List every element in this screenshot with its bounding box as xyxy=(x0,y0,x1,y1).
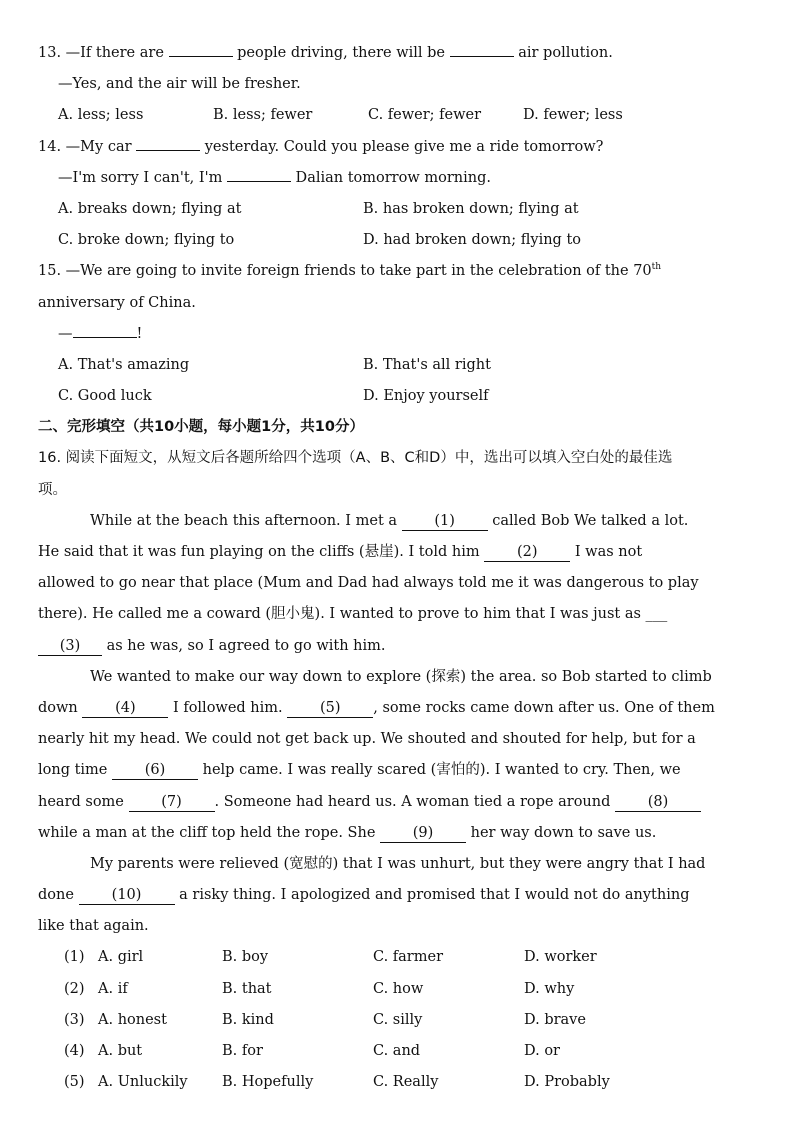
passage-text: I was not xyxy=(570,544,643,560)
passage-line: nearly hit my head. We could not get back up. We shouted and shouted for help, but for a xyxy=(38,731,696,748)
option-b: B. kind xyxy=(222,1011,274,1028)
option-b: B. That's all right xyxy=(363,356,491,373)
passage-line xyxy=(38,755,760,786)
option-number: (4) xyxy=(64,1043,85,1059)
cloze-option-row xyxy=(38,1005,760,1036)
instruction-line: 16. 阅读下面短文，从短文后各题所给四个选项（A、B、C和D）中，选出可以填入空白处的最佳选 xyxy=(38,450,673,467)
option-number: (2) xyxy=(64,980,85,997)
cloze-blank-9: (9) xyxy=(380,824,466,843)
passage-text: as he was, so I agreed to go with him. xyxy=(102,637,386,654)
passage-line: there). He called me a coward (胆小鬼). I wanted to prove to him that I was just as ___ xyxy=(38,606,668,623)
question-14-options-row1 xyxy=(38,194,760,225)
option-d: D. fewer; less xyxy=(523,107,623,124)
question-text: air pollution. xyxy=(513,45,613,61)
passage-line: like that again. xyxy=(38,918,149,935)
option-a: A. Unluckily xyxy=(98,1074,188,1091)
option-d: D. Enjoy yourself xyxy=(363,388,489,405)
cloze-option-row xyxy=(38,974,760,1005)
option-d: D. worker xyxy=(524,949,597,966)
superscript: th xyxy=(651,262,662,273)
option-a: A. if xyxy=(98,980,128,997)
passage-text: , some rocks came down after us. One of them xyxy=(373,699,715,716)
question-14-reply xyxy=(38,163,760,194)
question-15 xyxy=(38,256,760,287)
option-d: D. why xyxy=(524,980,575,997)
passage-text: I followed him. xyxy=(168,699,288,716)
cloze-blank-5: (5) xyxy=(287,699,373,718)
option-d: D. or xyxy=(524,1043,560,1059)
option-b: B. for xyxy=(222,1043,263,1059)
option-b: B. has broken down; flying at xyxy=(363,200,579,217)
question-text: people driving, there will be xyxy=(232,45,450,61)
passage-text: While at the beach this afternoon. I met a xyxy=(90,512,402,529)
question-text: 14. —My car xyxy=(38,138,137,155)
question-15-options-row2 xyxy=(38,381,760,412)
option-c: C. farmer xyxy=(373,949,444,966)
question-text: — xyxy=(58,325,73,342)
cloze-blank-4: (4) xyxy=(82,699,168,718)
question-text: —I'm sorry I can't, I'm xyxy=(58,169,227,186)
passage-text: He said that it was fun playing on the cliffs (悬崖). I told him xyxy=(38,544,485,560)
answer-blank xyxy=(227,163,291,182)
passage-text: . Someone had heard us. A woman tied a rope around xyxy=(214,793,615,810)
option-c: C. and xyxy=(373,1043,421,1059)
question-15-reply xyxy=(38,319,760,350)
passage-text: her way down to save us. xyxy=(466,824,657,841)
cloze-blank-10: (10) xyxy=(79,886,175,905)
answer-blank xyxy=(169,38,233,57)
option-d: D. Probably xyxy=(524,1074,610,1091)
option-number: (3) xyxy=(64,1011,85,1028)
section-heading: 二、完形填空（共10小题，每小题1分，共10分） xyxy=(38,419,364,436)
question-14-options-row2 xyxy=(38,225,760,256)
question-text: ! xyxy=(136,325,143,342)
question-13-reply: —Yes, and the air will be fresher. xyxy=(58,76,301,93)
option-b: B. that xyxy=(222,980,272,997)
question-13-options xyxy=(38,100,760,131)
option-b: B. Hopefully xyxy=(222,1074,314,1091)
question-13 xyxy=(38,38,760,69)
passage-line xyxy=(38,818,760,849)
option-a: A. That's amazing xyxy=(58,356,190,373)
option-a: A. honest xyxy=(98,1011,167,1028)
question-text: 15. —We are going to invite foreign friends to take part in the celebration of the 70 xyxy=(38,263,652,280)
option-b: B. boy xyxy=(222,949,269,966)
passage-text: a risky thing. I apologized and promised that I would not do anything xyxy=(174,887,690,904)
passage-line xyxy=(38,506,760,537)
passage-line xyxy=(38,880,760,911)
cloze-option-row xyxy=(38,1067,760,1098)
answer-blank xyxy=(73,319,137,338)
option-a: A. girl xyxy=(98,949,144,966)
cloze-blank-3: (3) xyxy=(38,637,102,656)
cloze-blank-6: (6) xyxy=(112,761,198,780)
option-d: D. brave xyxy=(524,1011,586,1028)
answer-blank xyxy=(450,38,514,57)
question-text: Dalian tomorrow morning. xyxy=(290,169,491,186)
passage-text: down xyxy=(38,699,83,716)
exam-page xyxy=(38,38,760,1098)
question-15-cont: anniversary of China. xyxy=(38,294,196,311)
passage-text: heard some xyxy=(38,793,129,810)
passage-line xyxy=(38,787,760,818)
cloze-option-row xyxy=(38,942,760,973)
question-text: 13. —If there are xyxy=(38,45,169,61)
option-b: B. less; fewer xyxy=(213,107,313,124)
question-15-options-row1 xyxy=(38,350,760,381)
option-c: C. how xyxy=(373,980,424,997)
answer-blank xyxy=(136,132,200,151)
passage-text: help came. I was really scared (害怕的). I wanted to cry. Then, we xyxy=(198,762,681,779)
question-text: yesterday. Could you please give me a ride tomorrow? xyxy=(200,138,604,155)
passage-text: while a man at the cliff top held the rope. She xyxy=(38,824,381,841)
option-d: D. had broken down; flying to xyxy=(363,232,582,249)
cloze-option-row xyxy=(38,1036,760,1067)
option-number: (1) xyxy=(64,949,85,966)
passage-line: allowed to go near that place (Mum and Dad had always told me it was dangerous to play xyxy=(38,575,699,592)
cloze-blank-2: (2) xyxy=(484,543,570,562)
option-number: (5) xyxy=(64,1074,85,1091)
passage-text: called Bob We talked a lot. xyxy=(487,512,689,529)
option-c: C. fewer; fewer xyxy=(368,107,482,124)
cloze-blank-8: (8) xyxy=(615,793,701,812)
option-c: C. silly xyxy=(373,1011,423,1028)
passage-line xyxy=(38,631,760,662)
option-a: A. breaks down; flying at xyxy=(58,200,242,217)
instruction-line: 项。 xyxy=(38,481,67,498)
option-a: A. less; less xyxy=(58,107,144,124)
option-a: A. but xyxy=(98,1043,143,1059)
option-c: C. broke down; flying to xyxy=(58,232,235,249)
cloze-blank-1: (1) xyxy=(402,512,488,531)
option-c: C. Really xyxy=(373,1074,439,1091)
passage-line: My parents were relieved (宽慰的) that I was unhurt, but they were angry that I had xyxy=(90,855,706,872)
option-c: C. Good luck xyxy=(58,388,152,405)
passage-line: We wanted to make our way down to explore (探索) the area. so Bob started to climb xyxy=(90,668,712,685)
passage-line xyxy=(38,537,760,568)
passage-text: long time xyxy=(38,762,113,779)
cloze-blank-7: (7) xyxy=(129,793,215,812)
passage-text: done xyxy=(38,887,79,904)
question-14 xyxy=(38,132,760,163)
passage-line xyxy=(38,693,760,724)
